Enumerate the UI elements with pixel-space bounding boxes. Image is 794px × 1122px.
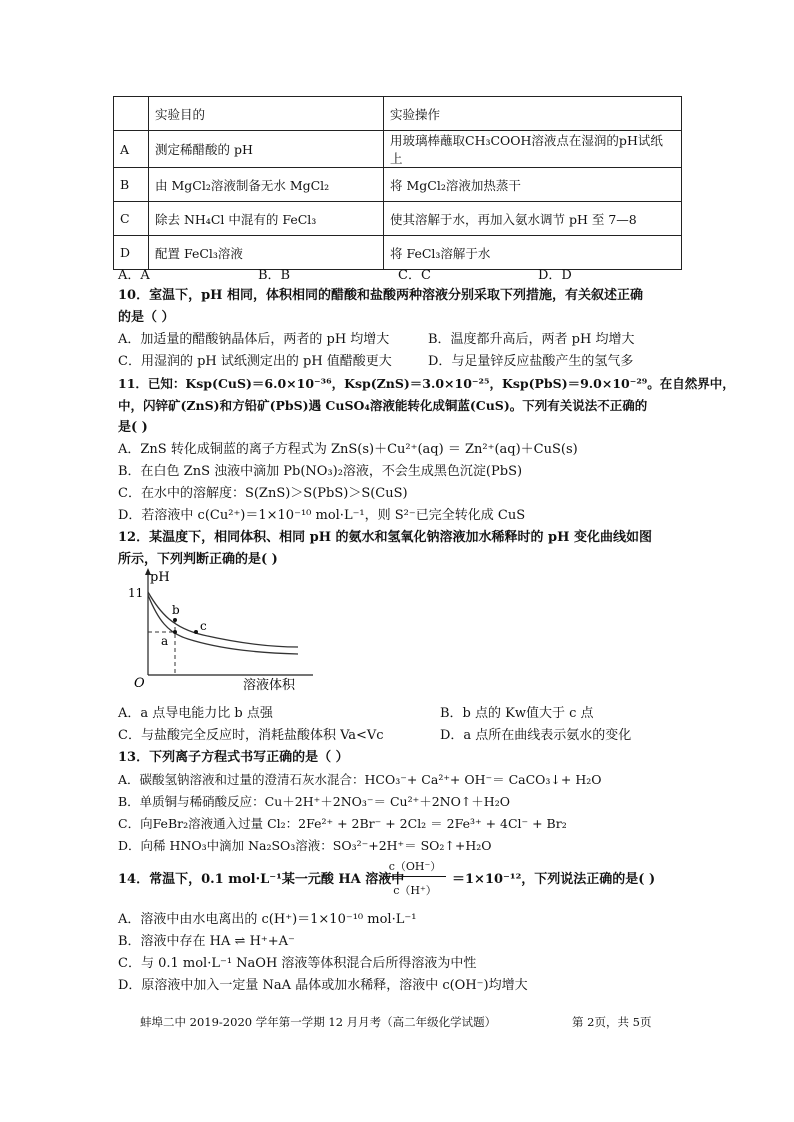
q10-option-d: D．与足量锌反应盐酸产生的氢气多 (428, 354, 634, 369)
point-c (194, 630, 198, 634)
point-b (173, 618, 177, 622)
q14-fraction-numerator: c（OH⁻） (388, 860, 442, 873)
q11-option-c: C．在水中的溶解度：S(ZnS)＞S(PbS)＞S(CuS) (118, 486, 408, 501)
curve-upper (148, 592, 298, 647)
table-cell: 将 FeCl₃溶解于水 (384, 236, 682, 270)
point-a-label: a (161, 634, 169, 648)
q14-stem-right: ＝1×10⁻¹²，下列说法正确的是( ) (452, 872, 656, 887)
q12-option-b: B．b 点的 Kw值大于 c 点 (440, 706, 594, 721)
q13-option-c: C．向FeBr₂溶液通入过量 Cl₂：2Fe²⁺ + 2Br⁻ + 2Cl₂ ＝ 2Fe³⁺ + 4Cl⁻ + Br₂ (118, 816, 567, 831)
q11-stem-line1: 11．已知：Ksp(CuS)＝6.0×10⁻³⁶，Ksp(ZnS)＝3.0×10⁻²⁵，Ksp(PbS)＝9.0×10⁻²⁹。在自然界中， (118, 376, 735, 391)
q11-stem-line3: 是( ) (118, 420, 148, 435)
table-header-cell (114, 97, 149, 131)
table-header-cell: 实验目的 (149, 97, 384, 131)
q11-option-d: D．若溶液中 c(Cu²⁺)＝1×10⁻¹⁰ mol·L⁻¹，则 S²⁻已完全转化成 CuS (118, 508, 526, 523)
footer-exam-title: 蚌埠二中 2019-2020 学年第一学期 12 月月考（高二年级化学试题） (140, 1015, 497, 1029)
point-b-label: b (172, 603, 180, 617)
table-cell: B (114, 168, 149, 202)
q9-option-a: A．A (118, 268, 150, 283)
q14-stem-left: 14．常温下，0.1 mol·L⁻¹某一元酸 HA 溶液中 (118, 872, 405, 887)
q10-option-c: C．用湿润的 pH 试纸测定出的 pH 值醋酸更大 (118, 354, 392, 369)
q11-option-a: A．ZnS 转化成铜蓝的离子方程式为 ZnS(s)＋Cu²⁺(aq) ＝ Zn²⁺(aq)＋CuS(s) (118, 442, 578, 457)
q14-option-a: A．溶液中由水电离出的 c(H⁺)＝1×10⁻¹⁰ mol·L⁻¹ (118, 912, 417, 927)
q14-option-c: C．与 0.1 mol·L⁻¹ NaOH 溶液等体积混合后所得溶液为中性 (118, 956, 477, 971)
q10-stem-line1: 10．室温下，pH 相同，体积相同的醋酸和盐酸两种溶液分别采取下列措施，有关叙述正确 (118, 288, 643, 303)
table-cell: 使其溶解于水，再加入氨水调节 pH 至 7—8 (384, 202, 682, 236)
q10-option-a: A．加适量的醋酸钠晶体后，两者的 pH 均增大 (118, 332, 390, 347)
q13-option-b: B．单质铜与稀硝酸反应：Cu＋2H⁺＋2NO₃⁻＝ Cu²⁺＋2NO↑＋H₂O (118, 794, 510, 809)
experiment-table (113, 96, 682, 270)
q13-option-d: D．向稀 HNO₃中滴加 Na₂SO₃溶液：SO₃²⁻+2H⁺＝ SO₂↑+H₂O (118, 838, 492, 853)
table-cell: C (114, 202, 149, 236)
point-a (173, 630, 177, 634)
q9-option-d: D．D (538, 268, 572, 283)
q12-stem-line1: 12．某温度下，相同体积、相同 pH 的氨水和氢氧化钠溶液加水稀释时的 pH 变化曲线如图 (118, 530, 652, 545)
q13-stem: 13．下列离子方程式书写正确的是（ ） (118, 750, 349, 765)
table-cell: 用玻璃棒蘸取CH₃COOH溶液点在湿润的pH试纸上 (384, 131, 682, 168)
table-cell: D (114, 236, 149, 270)
table-header-row (114, 97, 682, 131)
table-header-cell: 实验操作 (384, 97, 682, 131)
table-row (114, 131, 682, 168)
table-cell: 配置 FeCl₃溶液 (149, 236, 384, 270)
q10-option-b: B．温度都升高后，两者 pH 均增大 (428, 332, 635, 347)
q12-option-a: A．a 点导电能力比 b 点强 (118, 706, 273, 721)
table-cell: 将 MgCl₂溶液加热蒸干 (384, 168, 682, 202)
ph-dilution-graph (128, 565, 328, 695)
q12-option-c: C．与盐酸完全反应时，消耗盐酸体积 Va<Vc (118, 728, 384, 743)
table-row (114, 202, 682, 236)
table-cell: 测定稀醋酸的 pH (149, 131, 384, 168)
q14-fraction-bar (384, 876, 446, 877)
q13-option-a: A．碳酸氢钠溶液和过量的澄清石灰水混合：HCO₃⁻+ Ca²⁺+ OH⁻＝ CaCO₃↓+ H₂O (118, 772, 602, 787)
q14-option-b: B．溶液中存在 HA ⇌ H⁺+A⁻ (118, 934, 295, 949)
y-tick-label: 11 (128, 586, 144, 600)
table-cell: 由 MgCl₂溶液制备无水 MgCl₂ (149, 168, 384, 202)
q14-option-d: D．原溶液中加入一定量 NaA 晶体或加水稀释，溶液中 c(OH⁻)均增大 (118, 978, 528, 993)
q10-stem-line2: 的是（ ） (118, 310, 175, 325)
q12-option-d: D．a 点所在曲线表示氨水的变化 (440, 728, 632, 743)
q14-fraction-denominator: c（H⁺） (393, 884, 437, 897)
table-cell: 除去 NH₄Cl 中混有的 FeCl₃ (149, 202, 384, 236)
y-axis-label: pH (150, 570, 170, 585)
q12-stem-line2: 所示，下列判断正确的是( ) (118, 552, 278, 567)
q11-stem-line2: 中，闪锌矿(ZnS)和方铅矿(PbS)遇 CuSO₄溶液能转化成铜蓝(CuS)。下列有关说法不正确的 (118, 398, 648, 413)
table-row (114, 168, 682, 202)
curve-lower (148, 595, 298, 654)
q9-option-c: C．C (398, 268, 431, 283)
x-axis-label: 溶液体积 (243, 678, 296, 693)
point-c-label: c (200, 619, 207, 633)
q11-option-b: B．在白色 ZnS 浊液中滴加 Pb(NO₃)₂溶液，不会生成黑色沉淀(PbS) (118, 464, 523, 479)
table-cell: A (114, 131, 149, 168)
origin-label: O (134, 676, 145, 691)
footer-page-number: 第 2页，共 5页 (572, 1015, 652, 1029)
q9-option-b: B．B (258, 268, 291, 283)
